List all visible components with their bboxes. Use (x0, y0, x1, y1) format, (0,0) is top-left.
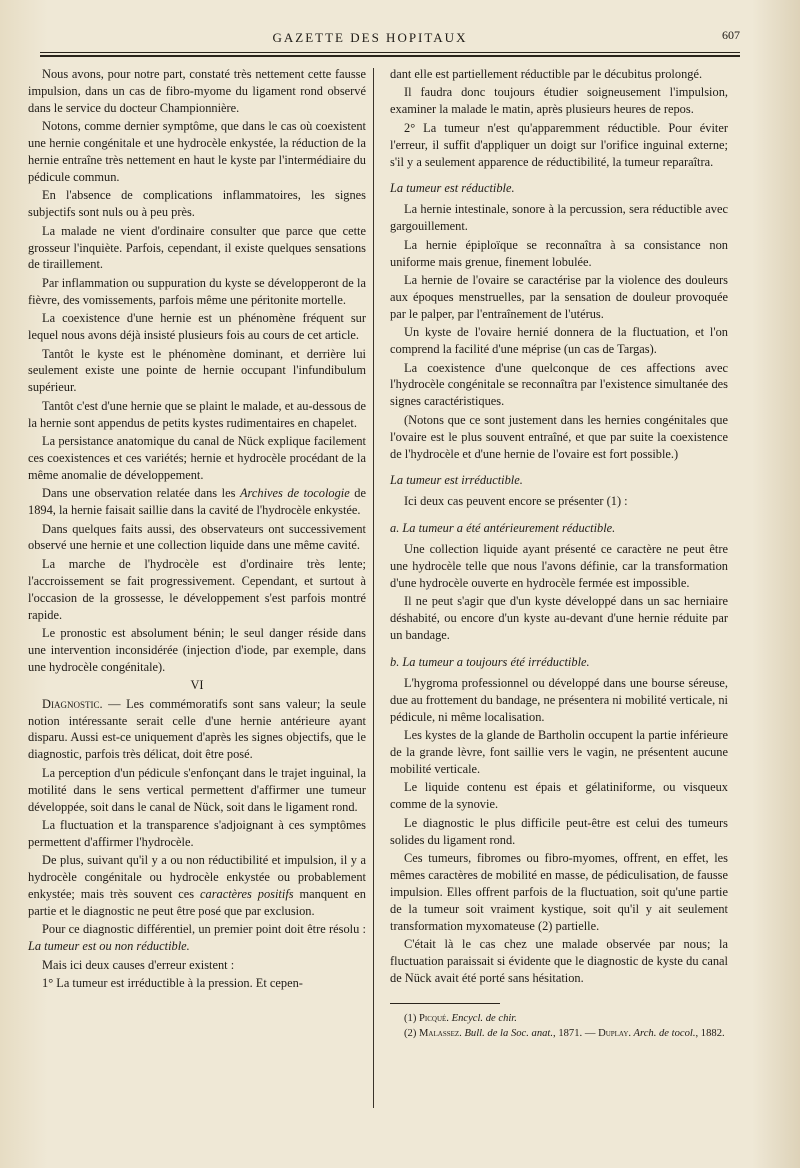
text-run: Tantôt le kyste est le phénomène dominant, et derrière lui seulement existe une pointe de hernie occupant l'infundibulum supérieur. (28, 346, 366, 395)
text-run: La malade ne vient d'ordinaire consulter que parce que cette grosseur l'inquiète. Parfois, cependant, il existe quelques sensations de tiraillement. (28, 223, 366, 272)
text-run: Le diagnostic le plus difficile peut-être est celui des tumeurs solides du ligament rond. (390, 815, 728, 847)
paragraph (28, 625, 366, 676)
text-run: La persistance anatomique du canal de Nück explique facilement ces coexistences et ces variétés; hernie et hydrocèle procédant de la même anomalie de développement. (28, 434, 366, 482)
section-number: VI (190, 678, 204, 693)
paragraph (28, 696, 366, 764)
text-run: La hernie épiploïque se reconnaîtra à sa consistance non uniforme mais grenue, finement lobulée. (390, 237, 728, 269)
text-run: Une collection liquide ayant présenté ce caractère ne peut être une hydrocèle telle que nous l'avons définie, car la transformation d'une hydrocèle ouverte en hydrocèle fermée est impossible. (390, 542, 728, 590)
footnote (390, 1027, 728, 1041)
italic-text: caractères positifs (200, 887, 294, 902)
text-run: Mais ici deux causes d'erreur existent : (42, 957, 235, 972)
right-column (390, 66, 728, 1042)
paragraph (390, 727, 728, 778)
small-caps-heading: Diagnostic. (42, 696, 103, 711)
paragraph (390, 493, 728, 510)
footnote-source: Bull. de la Soc. anat. (461, 1027, 554, 1039)
paragraph (28, 957, 366, 974)
text-run: Il ne peut s'agir que d'un kyste développé dans un sac herniaire déshabité, ou encore d'un kyste au-devant d'une hernie réduite par un bandage. (390, 594, 728, 643)
text-run: Notons, comme dernier symptôme, que dans le cas où coexistent une hernie congénitale et une hydrocèle enkystée, la réduction de la hernie entraîne très nettement en haut le kyste par l'intermédiaire du pédicule commun. (28, 119, 366, 184)
paragraph (390, 272, 728, 323)
footnote-author: Malassez. (419, 1027, 462, 1039)
paragraph (28, 66, 366, 117)
header-rule-thick (40, 55, 740, 57)
paragraph (28, 398, 366, 432)
text-run: Il faudra donc toujours étudier soigneusement l'impulsion, examiner la malade le matin, après plusieurs heures de repos. (390, 85, 728, 117)
text-run: La hernie de l'ovaire se caractérise par la violence des douleurs aux époques menstruelles, par la sensation de douleur provoquée par le palper, par l'entraînement de l'utérus. (390, 272, 728, 321)
paragraph (390, 936, 728, 987)
italic-text: La tumeur est ou non réductible. (28, 939, 190, 954)
paragraph (28, 118, 366, 186)
paragraph (390, 201, 728, 235)
paragraph (390, 84, 728, 118)
text-run: La perception d'un pédicule s'enfonçant dans le trajet inguinal, la motilité dans le sens vertical permettent d'affirmer une tumeur développée, soit dans le canal de Nück, soit dans le ligament rond. (28, 765, 366, 814)
text-run: , 1871. — (553, 1027, 599, 1039)
paragraph (28, 275, 366, 309)
text-run: Ici deux cas peuvent encore se présenter (1) : (404, 494, 628, 509)
text-run: dant elle est partiellement réductible par le décubitus prolongé. (390, 67, 703, 81)
text-run: Tantôt c'est d'une hernie que se plaint le malade, et au-dessous de la hernie sont appendus de petits kystes rudimentaires en chapelet. (28, 398, 366, 430)
text-run: En l'absence de complications inflammatoires, les signes subjectifs sont nuls ou à peu près. (28, 188, 366, 220)
paragraph (28, 852, 366, 920)
footnote-number: (2) (404, 1027, 420, 1039)
column-divider (373, 68, 374, 1108)
page-number: 607 (722, 28, 740, 42)
paragraph (390, 541, 728, 592)
paragraph (390, 237, 728, 271)
text-run: La hernie intestinale, sonore à la percussion, sera réductible avec gargouillement. (390, 202, 728, 234)
text-run: Les kystes de la glande de Bartholin occupent la partie inférieure de la grande lèvre, font saillie vers le vagin, ne présentent aucune mobilité verticale. (390, 728, 728, 777)
paragraph (28, 521, 366, 555)
text-run: Nous avons, pour notre part, constaté très nettement cette fausse impulsion, dans un cas de fibro-myome du ligament rond observé dans le service du docteur Championnière. (28, 67, 366, 115)
text-run: Un kyste de l'ovaire hernié donnera de la fluctuation, et l'on comprend la facilité d'une méprise (un cas de Targas). (390, 325, 728, 357)
footnote-source: Encycl. de chir. (448, 1012, 517, 1024)
footnote (390, 1012, 728, 1026)
text-run: Ces tumeurs, fibromes ou fibro-myomes, offrent, en effet, les mêmes caractères de mobilité en masse, de pédiculisation, de fausse impulsion. Elles offrent parfois de la fluctuation, soit qu'une partie de la tumeur soit vraiment kystique, soit qu'il y ait seulement transformation myxomateuse (2) partielle. (390, 851, 728, 933)
paragraph (390, 360, 728, 411)
paragraph (28, 921, 366, 955)
paragraph (390, 66, 728, 83)
text-run: Par inflammation ou suppuration du kyste se développeront de la fièvre, des vomissements, parfois même une péritonite mortelle. (28, 275, 366, 307)
paragraph (28, 485, 366, 519)
text-run: La coexistence d'une hernie est un phénomène fréquent sur lequel nous avons déjà insisté plusieurs fois au cours de cet article. (28, 311, 366, 343)
footnote-number: (1) (404, 1012, 420, 1024)
subheading: La tumeur est irréductible. (390, 473, 523, 488)
text-run: manquent en partie et le diagnostic ne peut être posé que par exclusion. (28, 887, 366, 918)
paragraph (28, 433, 366, 484)
paragraph (28, 975, 366, 992)
page-header (0, 22, 800, 52)
paragraph (390, 120, 728, 171)
text-run: La marche de l'hydrocèle est d'ordinaire très lente; l'accroissement se fait progressivement. Cependant, et surtout à l'occasion de la grossesse, le développement s'est parfois montré rapide. (28, 556, 366, 622)
left-column (28, 66, 366, 994)
paragraph (28, 346, 366, 397)
text-run: C'était là le cas chez une malade observée par nous; la fluctuation paraissait si évidente que le diagnostic de kyste du canal de Nück avait été porté sans hésitation. (390, 937, 728, 985)
text-run: Dans quelques faits aussi, des observateurs ont successivement observé une hernie et une collection liquide dans une même cavité. (28, 521, 366, 553)
paragraph (28, 310, 366, 344)
paragraph (390, 412, 728, 463)
text-run: Dans une observation relatée dans les (42, 486, 240, 501)
paragraph (28, 556, 366, 624)
text-run: — Les commémoratifs sont sans valeur; la seule notion intéressante serait celle d'une hernie antérieure ayant disparu. Aussi est-ce uniquement d'après les signes objectifs, que le diagnostic, parfois très délicat, doit être posé. (28, 696, 366, 762)
subheading: La tumeur est réductible. (390, 181, 515, 196)
paragraph (390, 675, 728, 726)
text-run: 2° La tumeur n'est qu'apparemment réductible. Pour éviter l'erreur, il suffit d'appliquer un doigt sur l'orifice inguinal externe; s'il y a seulement apparence de réductibilité, la tumeur reparaîtra. (390, 120, 728, 169)
text-run: (Notons que ce sont justement dans les hernies congénitales que l'ovaire est le plus souvent entraîné, et que par suite la coexistence de l'hydrocèle et d'une hernie de l'ovaire est fort possible.) (390, 412, 728, 461)
paragraph (390, 593, 728, 644)
footnote-author: Duplay. (598, 1027, 632, 1039)
paragraph (390, 779, 728, 813)
paragraph (28, 765, 366, 816)
footnote-source: Arch. de tocol. (631, 1027, 696, 1039)
subheading: b. La tumeur a toujours été irréductible. (390, 655, 590, 670)
text-run: De plus, suivant qu'il y a ou non réductibilité et impulsion, il y a hydrocèle congénitale ou hydrocèle enkystée ou probablement enkystée; mais très souvent ces (28, 853, 366, 902)
paragraph (28, 187, 366, 221)
subheading: a. La tumeur a été antérieurement réductible. (390, 521, 616, 536)
text-run: Le liquide contenu est épais et gélatiniforme, ou visqueux comme de la synovie. (390, 780, 728, 812)
text-run: 1° La tumeur est irréductible à la pression. Et cepen- (42, 976, 303, 991)
text-run: La fluctuation et la transparence s'adjoignant à ces symptômes permettent d'affirmer l'hydrocèle. (28, 817, 366, 849)
header-rule (40, 52, 740, 53)
paragraph (28, 223, 366, 274)
paragraph (390, 815, 728, 849)
paragraph (28, 817, 366, 851)
footnote-rule (390, 1003, 500, 1004)
text-run: L'hygroma professionnel ou développé dans une bourse séreuse, due au frottement du bandage, ne présentera ni mobilité verticale, ni pédicule, ni même localisation. (390, 676, 728, 724)
footnote-author: Picqué. (419, 1012, 449, 1024)
text-run: La coexistence d'une quelconque de ces affections avec l'hydrocèle congénitale se reconnaîtra par l'existence simultanée des signes caractéristiques. (390, 360, 728, 409)
text-run: Pour ce diagnostic différentiel, un premier point doit être résolu : (42, 922, 366, 937)
journal-title: GAZETTE DES HOPITAUX (272, 30, 468, 45)
text-run: Le pronostic est absolument bénin; le seul danger réside dans une intervention inconsidérée (injection d'iode, par exemple, dans une hydrocèle congénitale). (28, 626, 366, 674)
text-run: de 1894, la hernie faisait saillie dans la cavité de l'hydrocèle enkystée. (28, 486, 366, 518)
paragraph (390, 324, 728, 358)
italic-text: Archives de tocologie (239, 486, 350, 501)
paragraph (390, 850, 728, 935)
text-run: , 1882. (695, 1027, 725, 1039)
